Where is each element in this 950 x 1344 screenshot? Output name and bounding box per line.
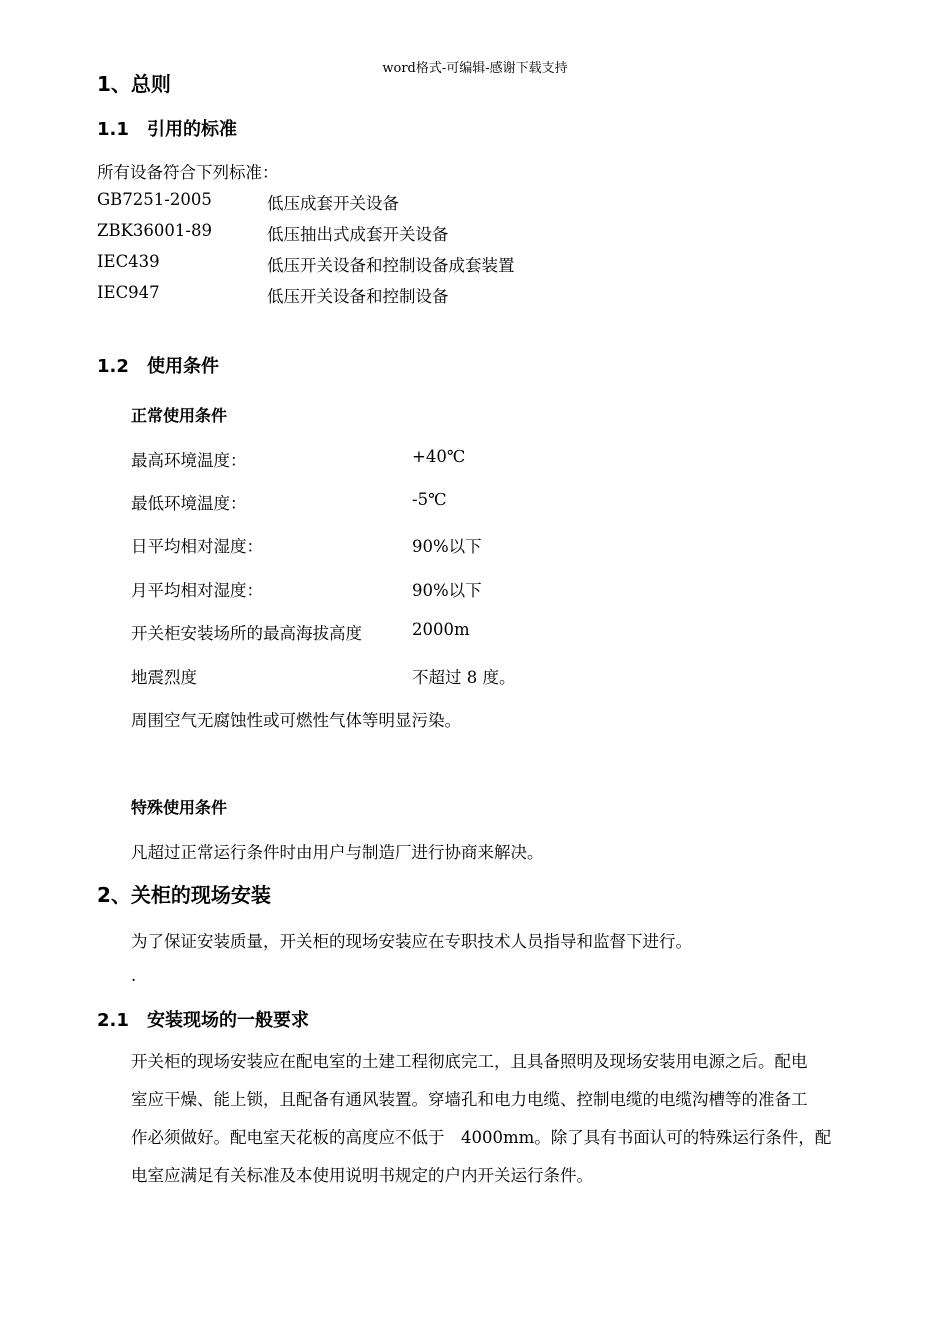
standard-name: 低压开关设备和控制设备成套装置	[267, 256, 515, 275]
standard-code: IEC947	[97, 283, 160, 302]
special-conditions-heading: 特殊使用条件	[131, 798, 228, 817]
standards-intro: 所有设备符合下列标准：	[97, 163, 279, 182]
paragraph-line: 作必须做好。配电室天花板的高度应不低于 4000mm。除了具有书面认可的特殊运行条件，配	[131, 1128, 832, 1147]
condition-value: 90%以下	[412, 537, 482, 556]
special-conditions-text: 凡超过正常运行条件时由用户与制造厂进行协商来解决。	[131, 843, 544, 862]
condition-value: -5℃	[412, 490, 447, 509]
air-pollution-note: 周围空气无腐蚀性或可燃性气体等明显污染。	[131, 711, 461, 730]
section-2-1-title: 安装现场的一般要求	[147, 1010, 309, 1031]
standard-code: ZBK36001-89	[97, 221, 212, 240]
standard-code: IEC439	[97, 252, 160, 271]
condition-label: 地震烈度	[131, 668, 197, 687]
section-2-1-heading	[97, 1006, 309, 1032]
section-1-2-number: 1.2	[97, 356, 129, 377]
standard-name: 低压抽出式成套开关设备	[267, 225, 449, 244]
stray-dot: .	[131, 966, 137, 985]
section-2-title: 2、关柜的现场安装	[97, 883, 271, 907]
normal-conditions-heading: 正常使用条件	[131, 406, 228, 425]
condition-label: 开关柜安装场所的最高海拔高度	[131, 624, 362, 643]
section-1-1-heading	[97, 115, 237, 141]
installation-requirements-paragraph	[131, 1043, 855, 1195]
condition-value: 90%以下	[412, 581, 482, 600]
condition-label: 最低环境温度：	[131, 494, 247, 513]
paragraph-line: 电室应满足有关标准及本使用说明书规定的户内开关运行条件。	[131, 1166, 593, 1185]
section-2-intro: 为了保证安装质量，开关柜的现场安装应在专职技术人员指导和监督下进行。	[131, 932, 692, 951]
condition-value: 2000m	[412, 620, 470, 639]
paragraph-line: 开关柜的现场安装应在配电室的土建工程彻底完工，且具备照明及现场安装用电源之后。配电	[131, 1052, 808, 1071]
condition-label: 最高环境温度：	[131, 451, 247, 470]
standard-name: 低压成套开关设备	[267, 194, 399, 213]
section-1-1-title: 引用的标准	[147, 119, 237, 140]
standard-name: 低压开关设备和控制设备	[267, 287, 449, 306]
condition-label: 日平均相对湿度：	[131, 537, 263, 556]
condition-value: 不超过 8 度。	[412, 668, 516, 687]
paragraph-line: 室应干燥、能上锁，且配备有通风装置。穿墙孔和电力电缆、控制电缆的电缆沟槽等的准备工	[131, 1090, 808, 1109]
section-1-2-heading	[97, 352, 219, 378]
section-1-title: 1、总则	[97, 72, 171, 96]
condition-value: +40℃	[412, 447, 466, 466]
standard-code: GB7251-2005	[97, 190, 212, 209]
condition-label: 月平均相对湿度：	[131, 581, 263, 600]
section-1-1-number: 1.1	[97, 119, 129, 140]
section-1-2-title: 使用条件	[147, 356, 219, 377]
watermark: word格式-可编辑-感谢下载支持	[382, 61, 568, 76]
section-2-1-number: 2.1	[97, 1010, 129, 1031]
